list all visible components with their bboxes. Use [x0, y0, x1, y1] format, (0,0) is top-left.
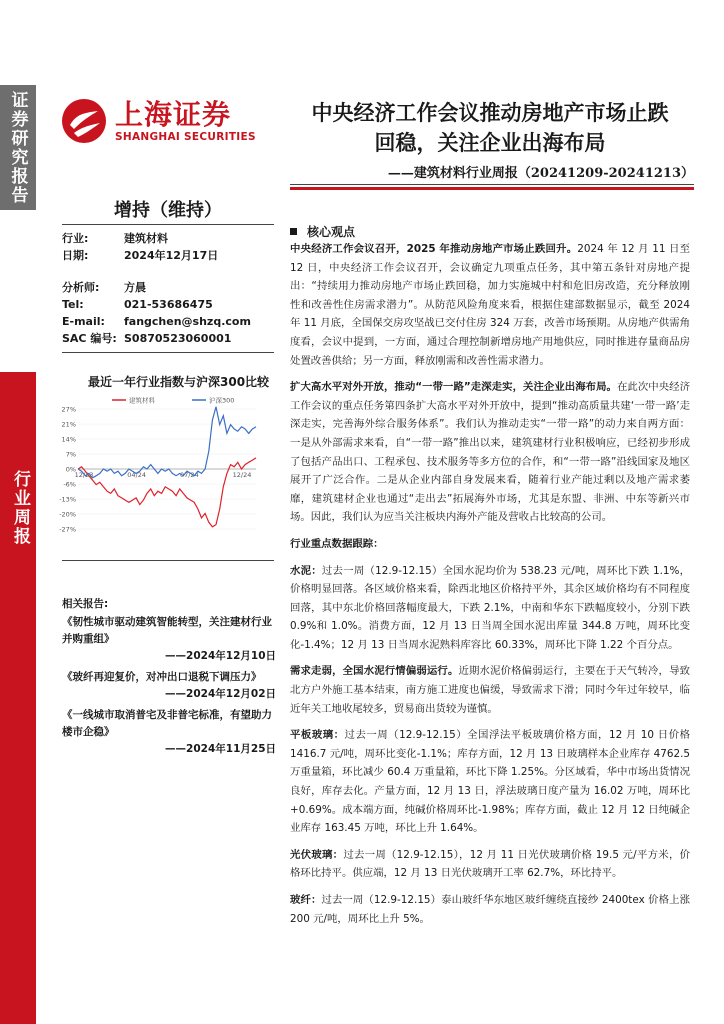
analyst-email[interactable]: fangchen@shzq.com [124, 315, 251, 328]
flat-glass-paragraph: 平板玻璃：过去一周（12.9-12.15）全国浮法平板玻璃价格方面，12 月 10 日价格 1416.7 元/吨，周环比变化-1.1%；库存方面，12 月 13 日玻璃样本企业库存 4762.5 万重量箱，环比减少 60.4 万重量箱，环比下降 1.25%。分区域看，华中市场出货情况良好，库存去化。产量方面，12 月 13 日，浮法玻璃日度产量为 16.02 万吨，周环比+0.69%。成本端方面，纯碱价格周环比-1.98%；库存方面，截止 12 月 12 日纯碱企业库存 163.45 万吨，环比上升 1.64%。 [290, 729, 690, 835]
chart-y-tick-label: -20% [59, 510, 76, 519]
rating-divider [62, 224, 274, 225]
chart-series-line [78, 458, 256, 527]
info-row-date [62, 247, 274, 264]
analyst-row [62, 279, 274, 296]
chart-y-tick-label: -6% [63, 480, 76, 489]
analyst-value: 方晨 [124, 281, 146, 294]
chart-y-tick-label: 27% [61, 405, 76, 414]
header-divider [290, 184, 694, 185]
analyst-key: E-mail: [62, 315, 105, 328]
chart-x-tick-label: 12/23 [74, 471, 94, 479]
info-value: 2024年12月17日 [124, 249, 219, 262]
related-heading: 相关报告: [62, 598, 109, 610]
chart-title: 最近一年行业指数与沪深300比较 [88, 375, 270, 389]
chart-y-tick-label: 0% [65, 465, 76, 474]
related-reports [62, 596, 276, 762]
info-value: 建筑材料 [124, 232, 168, 245]
square-bullet-icon [290, 228, 297, 235]
chart-y-tick-label: 21% [61, 420, 76, 429]
data-tracking-heading: 行业重点数据跟踪： [290, 537, 384, 550]
report-title-line1: 中央经济工作会议推动房地产市场止跌 [311, 100, 669, 125]
logo-english-name: SHANGHAI SECURITIES [115, 131, 256, 143]
related-report-date: ——2024年12月02日 [165, 688, 276, 700]
glass-fiber-paragraph: 玻纤：过去一周（12.9-12.15）泰山玻纤华东地区玻纤缠绕直接纱 2400tex 价格上涨 200 元/吨，周环比上升 5%。 [290, 894, 690, 925]
index-comparison-chart [59, 395, 272, 535]
chart-y-tick-label: -27% [59, 525, 76, 534]
core-paragraph-2: 扩大高水平对外开放，推动“一带一路”走深走实，关注企业出海布局。在此次中央经济工作会议的重点任务第四条扩大高水平对外开放中，提到“推动高质量共建‘一带一路’走深走实，完善海外综合服务体系”。我们认为推动走实“一带一路”的动力来自两方面：一是从外部需求来看，自“一带一路”推出以来，建筑建材行业积极响应，已经初步形成了包括产品出口、工程承包、技术服务等多方位的合作，和“一带一路”沿线国家及地区展开了广泛合作。二是从企业内部自身发展来看，随着行业产能过剩以及地产需求萎靡，建筑建材企业也通过“走出去”拓展海外市场，尤其是东盟、非洲、中东等新兴市场。因此，我们认为应当关注板块内海外产能及营收占比较高的公司。 [290, 381, 691, 524]
chart-legend-label: 沪深300 [209, 396, 235, 405]
related-report-link[interactable]: 《韧性城市驱动建筑智能转型，关注建材行业并购重组》 [62, 616, 272, 645]
core-paragraph-1: 中央经济工作会议召开，2025 年推动房地产市场止跌回升。2024 年 12 月 11 日至 12 日，中央经济工作会议召开，会议确定九项重点任务，其中第五条针对房地产提出：“持续用力推动房地产市场止跌回稳，加力实施城中村和危旧房改造，充分释放刚性和改善性住房需求潜力”。从防范风险角度来看，根据住建部数据显示，截至 2024 年 11 月底，全国保交房攻坚战已交付住房 324 万套，改善市场预期。从房地产供需角度看，会议中提到，一方面，通过合理控制新增房地产用地供应，同时推进存量商品房处置改善供给；另一方面，释放刚需和改善性需求潜力。 [290, 243, 690, 367]
core-view-heading: 核心观点 [290, 223, 355, 240]
cement-demand-paragraph: 需求走弱，全国水泥行情偏弱运行。近期水泥价格偏弱运行，主要在于天气转冷，导致北方户外施工基本结束，南方施工进度也偏缓，导致需求下滑；同时今年过年较早，临近年关工地收尾较多，贸易商出货较为谨慎。 [290, 665, 691, 715]
header-red-divider [290, 187, 694, 190]
analyst-divider [62, 352, 274, 353]
related-report-date: ——2024年12月10日 [165, 650, 276, 662]
analyst-key: 分析师: [62, 281, 100, 294]
chart-y-tick-label: 14% [61, 435, 76, 444]
analyst-value: S0870523060001 [124, 332, 232, 345]
sidebar-top-label: 证券研究报告 [7, 90, 28, 205]
info-block [62, 230, 274, 264]
cement-paragraph: 水泥：过去一周（12.9-12.15）全国水泥均价为 538.23 元/吨，周环比下跌 1.1%，价格明显回落。各区域价格来看，除西北地区价格持平外，其余区域价格均有不同程度回落，其中东北价格回落幅度最大，下跌 2.1%，中南和华东下跌幅度较小，分别下跌 0.9%和 1.0%。消费方面，12 月 13 日当周全国水泥出库量 344.8 万吨，周环比变化-1.4%；12 月 13 日当周水泥熟料库容比 60.33%，周环比下降 1.22 个百分点。 [290, 564, 691, 651]
info-key: 行业: [62, 232, 89, 245]
report-title-line2: 回稳，关注企业出海布局 [374, 130, 606, 155]
chart-divider [62, 560, 274, 561]
logo-chinese-name: 上海证券 [115, 98, 232, 131]
sidebar-report-category [0, 372, 36, 1024]
report-subtitle: ——建筑材料行业周报（20241209-20241213） [387, 166, 694, 181]
analyst-value: 021-53686475 [124, 298, 213, 311]
sidebar-bottom-label: 行业周报 [10, 470, 30, 546]
analyst-block [62, 279, 274, 347]
related-report-link[interactable]: 《一线城市取消普宅及非普宅标准，有望助力楼市企稳》 [62, 709, 272, 738]
info-row-industry [62, 230, 274, 247]
company-logo [60, 97, 256, 145]
chart-x-tick-label: 07/24 [179, 471, 199, 479]
main-content [290, 240, 690, 936]
chart-legend-label: 建筑材料 [129, 396, 155, 405]
sidebar-report-type [0, 85, 36, 210]
analyst-key: Tel: [62, 298, 84, 311]
analyst-key: SAC 编号: [62, 332, 117, 345]
rating: 增持（维持） [114, 200, 222, 221]
report-title [290, 98, 690, 158]
info-key: 日期: [62, 249, 89, 262]
related-report-link[interactable]: 《玻纤再迎复价，对冲出口退税下调压力》 [62, 671, 262, 683]
analyst-row [62, 296, 274, 313]
related-report-date: ——2024年11月25日 [165, 743, 276, 755]
chart-y-tick-label: -13% [59, 495, 76, 504]
chart-x-tick-label: 04/24 [127, 471, 147, 479]
shanghai-securities-logo-icon [60, 97, 108, 145]
analyst-row [62, 313, 274, 330]
chart-x-tick-label: 12/24 [232, 471, 252, 479]
pv-glass-paragraph: 光伏玻璃：过去一周（12.9-12.15），12 月 11 日光伏玻璃价格 19.5 元/平方米，价格环比持平。供应端，12 月 13 日光伏玻璃开工率 62.7%，环比持平。 [290, 848, 691, 880]
chart-y-tick-label: 7% [65, 450, 76, 459]
analyst-row [62, 330, 274, 347]
